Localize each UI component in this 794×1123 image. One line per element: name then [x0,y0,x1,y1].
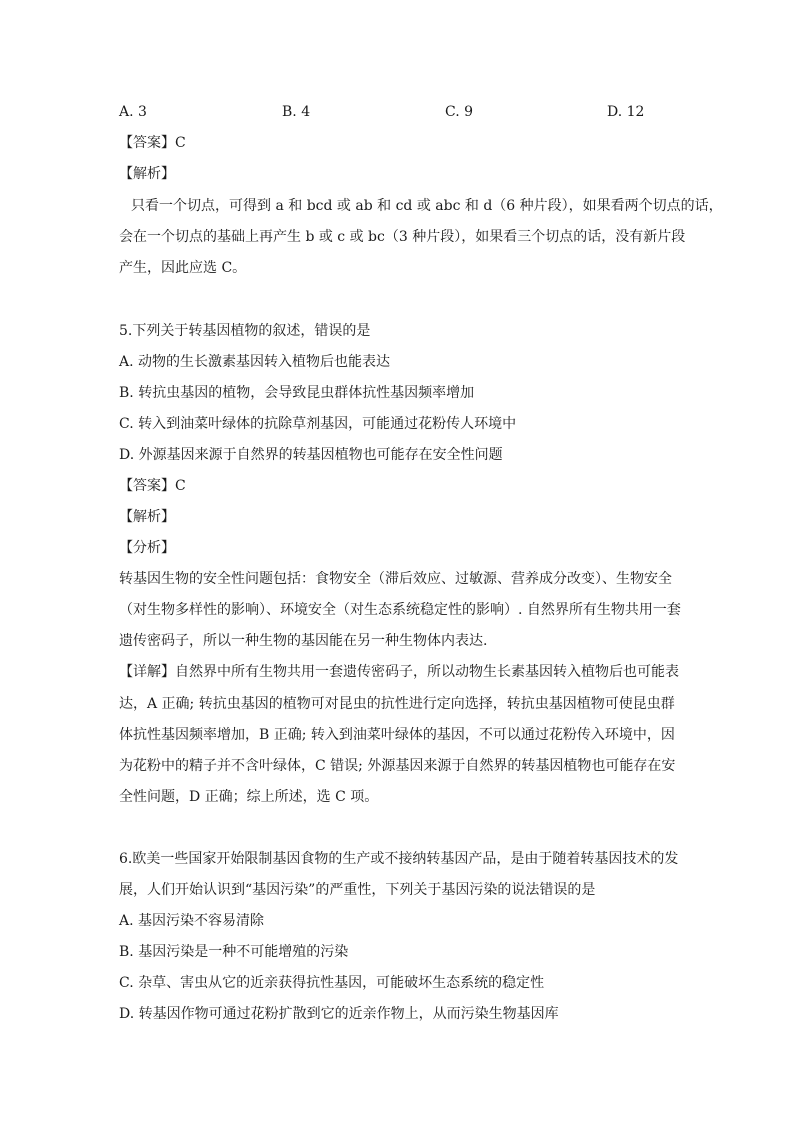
q6-option-b: B. 基因污染是一种不可能增殖的污染 [119,944,349,960]
q5-detail-line: 全性问题，D 正确；综上所述，选 C 项。 [119,789,379,805]
q5-stem: 5.下列关于转基因植物的叙述，错误的是 [119,323,371,339]
q6-stem-line: 展，人们开始认识到“基因污染”的严重性，下列关于基因污染的说法错误的是 [119,882,596,898]
q4-analysis-line: 产生，因此应选 C。 [119,260,247,276]
q6-option-a: A. 基因污染不容易清除 [119,913,265,929]
q5-answer: 【答案】C [119,478,186,494]
q4-option-d: D. 12 [607,104,645,120]
q5-option-d: D. 外源基因来源于自然界的转基因植物也可能存在安全性问题 [119,447,503,463]
q4-analysis-line: 会在一个切点的基础上再产生 b 或 c 或 bc（3 种片段），如果看三个切点的话，没有新片段 [119,229,686,245]
q5-detail-line: 体抗性基因频率增加，B 正确; 转入到油菜叶绿体的基因，不可以通过花粉传入环境中，因 [119,727,675,743]
q4-answer: 【答案】C [119,135,186,151]
q5-option-b: B. 转抗虫基因的植物，会导致昆虫群体抗性基因频率增加 [119,385,475,401]
q4-option-c: C. 9 [445,104,474,120]
q5-fenxi-line: （对生物多样性的影响）、环境安全（对生态系统稳定性的影响）. 自然界所有生物共用一套 [119,602,681,618]
q4-analysis-line: 只看一个切点，可得到 a 和 bcd 或 ab 和 cd 或 abc 和 d（6 种片段），如果看两个切点的话， [131,198,723,214]
q6-option-c: C. 杂草、害虫从它的近亲获得抗性基因，可能破坏生态系统的稳定性 [119,975,545,991]
q5-option-c: C. 转入到油菜叶绿体的抗除草剂基因，可能通过花粉传人环境中 [119,416,517,432]
q4-option-b: B. 4 [282,104,311,120]
q5-fenxi-line: 转基因生物的安全性问题包括：食物安全（滞后效应、过敏源、营养成分改变）、生物安全 [119,571,672,587]
q4-option-a: A. 3 [119,104,147,120]
q6-stem-line: 6.欧美一些国家开始限制基因食物的生产或不接纳转基因产品，是由于随着转基因技术的发 [119,851,679,867]
q5-analysis-label: 【解析】 [119,509,175,525]
q5-fenxi-line: 遗传密码子，所以一种生物的基因能在另一种生物体内表达. [119,633,488,649]
q6-option-d: D. 转基因作物可通过花粉扩散到它的近亲作物上，从而污染生物基因库 [119,1006,559,1022]
q4-analysis-label: 【解析】 [119,166,175,182]
q5-detail-line: 为花粉中的精子并不含叶绿体，C 错误; 外源基因来源于自然界的转基因植物也可能存在安 [119,758,676,774]
q5-detail-line: 【详解】自然界中所有生物共用一套遗传密码子，所以动物生长素基因转入植物后也可能表 [119,664,679,680]
q5-fenxi-label: 【分析】 [119,540,175,556]
q5-option-a: A. 动物的生长激素基因转入植物后也能表达 [119,354,391,370]
q5-detail-line: 达，A 正确; 转抗虫基因的植物可对昆虫的抗性进行定向选择，转抗虫基因植物可使昆虫群 [119,696,675,712]
